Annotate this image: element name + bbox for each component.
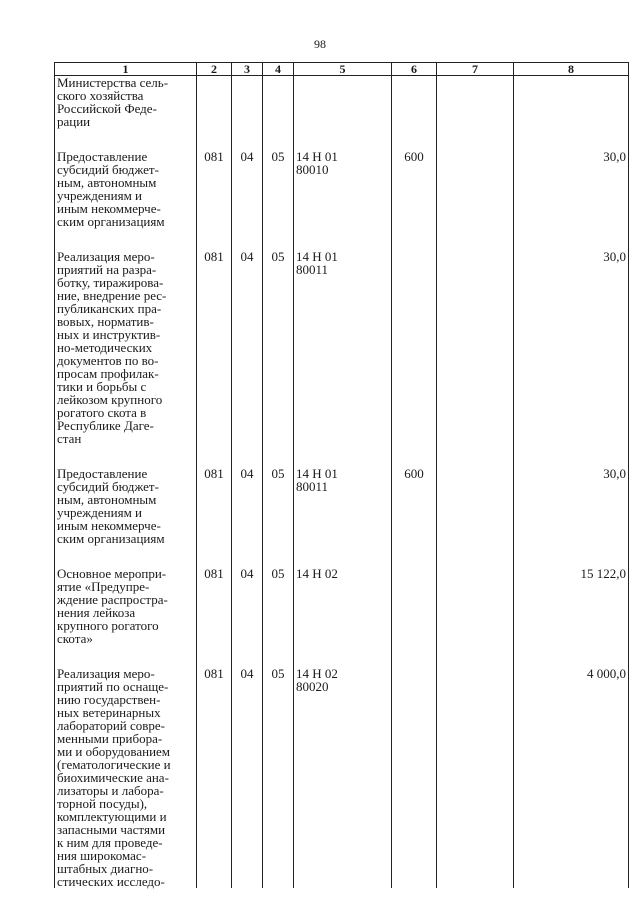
section-cell: 04 xyxy=(232,667,263,888)
column-header-5: 5 xyxy=(294,63,392,76)
section-cell: 04 xyxy=(232,467,263,545)
target-article-cell xyxy=(294,76,392,129)
subsection-cell: 05 xyxy=(263,667,294,888)
row-name-cell: Реализация меро- приятий по оснаще- нию государствен- ных ветеринарных лабораторий совре- менными прибора- ми и оборудованием (гематологические и биохимические ана- лизаторы и лабора- торной посуды), комплектующими и запасными частями к ним для проведе- ния широкомас- штабных диагно- стических исследо- xyxy=(55,667,197,888)
expense-type-cell xyxy=(392,76,437,129)
subsection-cell: 05 xyxy=(263,467,294,545)
amount-cell: 30,0 xyxy=(514,150,629,228)
section-cell xyxy=(232,76,263,129)
target-article-cell: 14 Н 01 80011 xyxy=(294,467,392,545)
column-header-8: 8 xyxy=(514,63,629,76)
grbs-cell xyxy=(197,76,232,129)
column-7-cell xyxy=(437,150,514,228)
target-article-cell: 14 Н 02 80020 xyxy=(294,667,392,888)
column-header-4: 4 xyxy=(263,63,294,76)
expense-type-cell: 600 xyxy=(392,150,437,228)
amount-cell: 15 122,0 xyxy=(514,567,629,645)
column-7-cell xyxy=(437,250,514,445)
section-cell: 04 xyxy=(232,567,263,645)
amount-cell xyxy=(514,76,629,129)
row-spacer xyxy=(55,645,629,667)
target-article-cell: 14 Н 01 80011 xyxy=(294,250,392,445)
page-number: 98 xyxy=(314,37,326,51)
expense-type-cell xyxy=(392,567,437,645)
column-header-3: 3 xyxy=(232,63,263,76)
table-row xyxy=(55,467,629,545)
column-7-cell xyxy=(437,76,514,129)
column-7-cell xyxy=(437,567,514,645)
row-name-cell: Основное меропри- ятие «Предупре- ждение распростра- нения лейкоза крупного рогатого скота» xyxy=(55,567,197,645)
section-cell: 04 xyxy=(232,250,263,445)
grbs-cell: 081 xyxy=(197,150,232,228)
column-7-cell xyxy=(437,467,514,545)
row-spacer xyxy=(55,545,629,567)
row-name-cell: Предоставление субсидий бюджет- ным, автономным учреждениям и иным некоммерче- ским организациям xyxy=(55,467,197,545)
table-row xyxy=(55,567,629,645)
target-article-cell: 14 Н 02 xyxy=(294,567,392,645)
grbs-cell: 081 xyxy=(197,567,232,645)
subsection-cell: 05 xyxy=(263,567,294,645)
table-row xyxy=(55,76,629,129)
table-row xyxy=(55,150,629,228)
table-row xyxy=(55,667,629,888)
expense-type-cell: 600 xyxy=(392,467,437,545)
table-row xyxy=(55,250,629,445)
column-header-6: 6 xyxy=(392,63,437,76)
subsection-cell xyxy=(263,76,294,129)
row-spacer xyxy=(55,228,629,250)
subsection-cell: 05 xyxy=(263,250,294,445)
grbs-cell: 081 xyxy=(197,667,232,888)
column-number-row xyxy=(55,63,629,76)
amount-cell: 30,0 xyxy=(514,250,629,445)
row-name-cell: Реализация меро- приятий на разра- ботку, тиражирова- ние, внедрение рес- публиканских пра- вовых, норматив- ных и инструктив- но-методических документов по во- просам профилак- тики и борьбы с лейкозом крупного рогатого скота в Республике Даге- стан xyxy=(55,250,197,445)
row-name-cell: Министерства сель- ского хозяйства Российской Феде- рации xyxy=(55,76,197,129)
budget-table xyxy=(54,62,629,888)
amount-cell: 4 000,0 xyxy=(514,667,629,888)
expense-type-cell xyxy=(392,250,437,445)
column-header-1: 1 xyxy=(55,63,197,76)
amount-cell: 30,0 xyxy=(514,467,629,545)
grbs-cell: 081 xyxy=(197,467,232,545)
expense-type-cell xyxy=(392,667,437,888)
column-header-7: 7 xyxy=(437,63,514,76)
target-article-cell: 14 Н 01 80010 xyxy=(294,150,392,228)
row-name-cell: Предоставление субсидий бюджет- ным, автономным учреждениям и иным некоммерче- ским организациям xyxy=(55,150,197,228)
grbs-cell: 081 xyxy=(197,250,232,445)
subsection-cell: 05 xyxy=(263,150,294,228)
column-header-2: 2 xyxy=(197,63,232,76)
row-spacer xyxy=(55,128,629,150)
section-cell: 04 xyxy=(232,150,263,228)
column-7-cell xyxy=(437,667,514,888)
row-spacer xyxy=(55,445,629,467)
